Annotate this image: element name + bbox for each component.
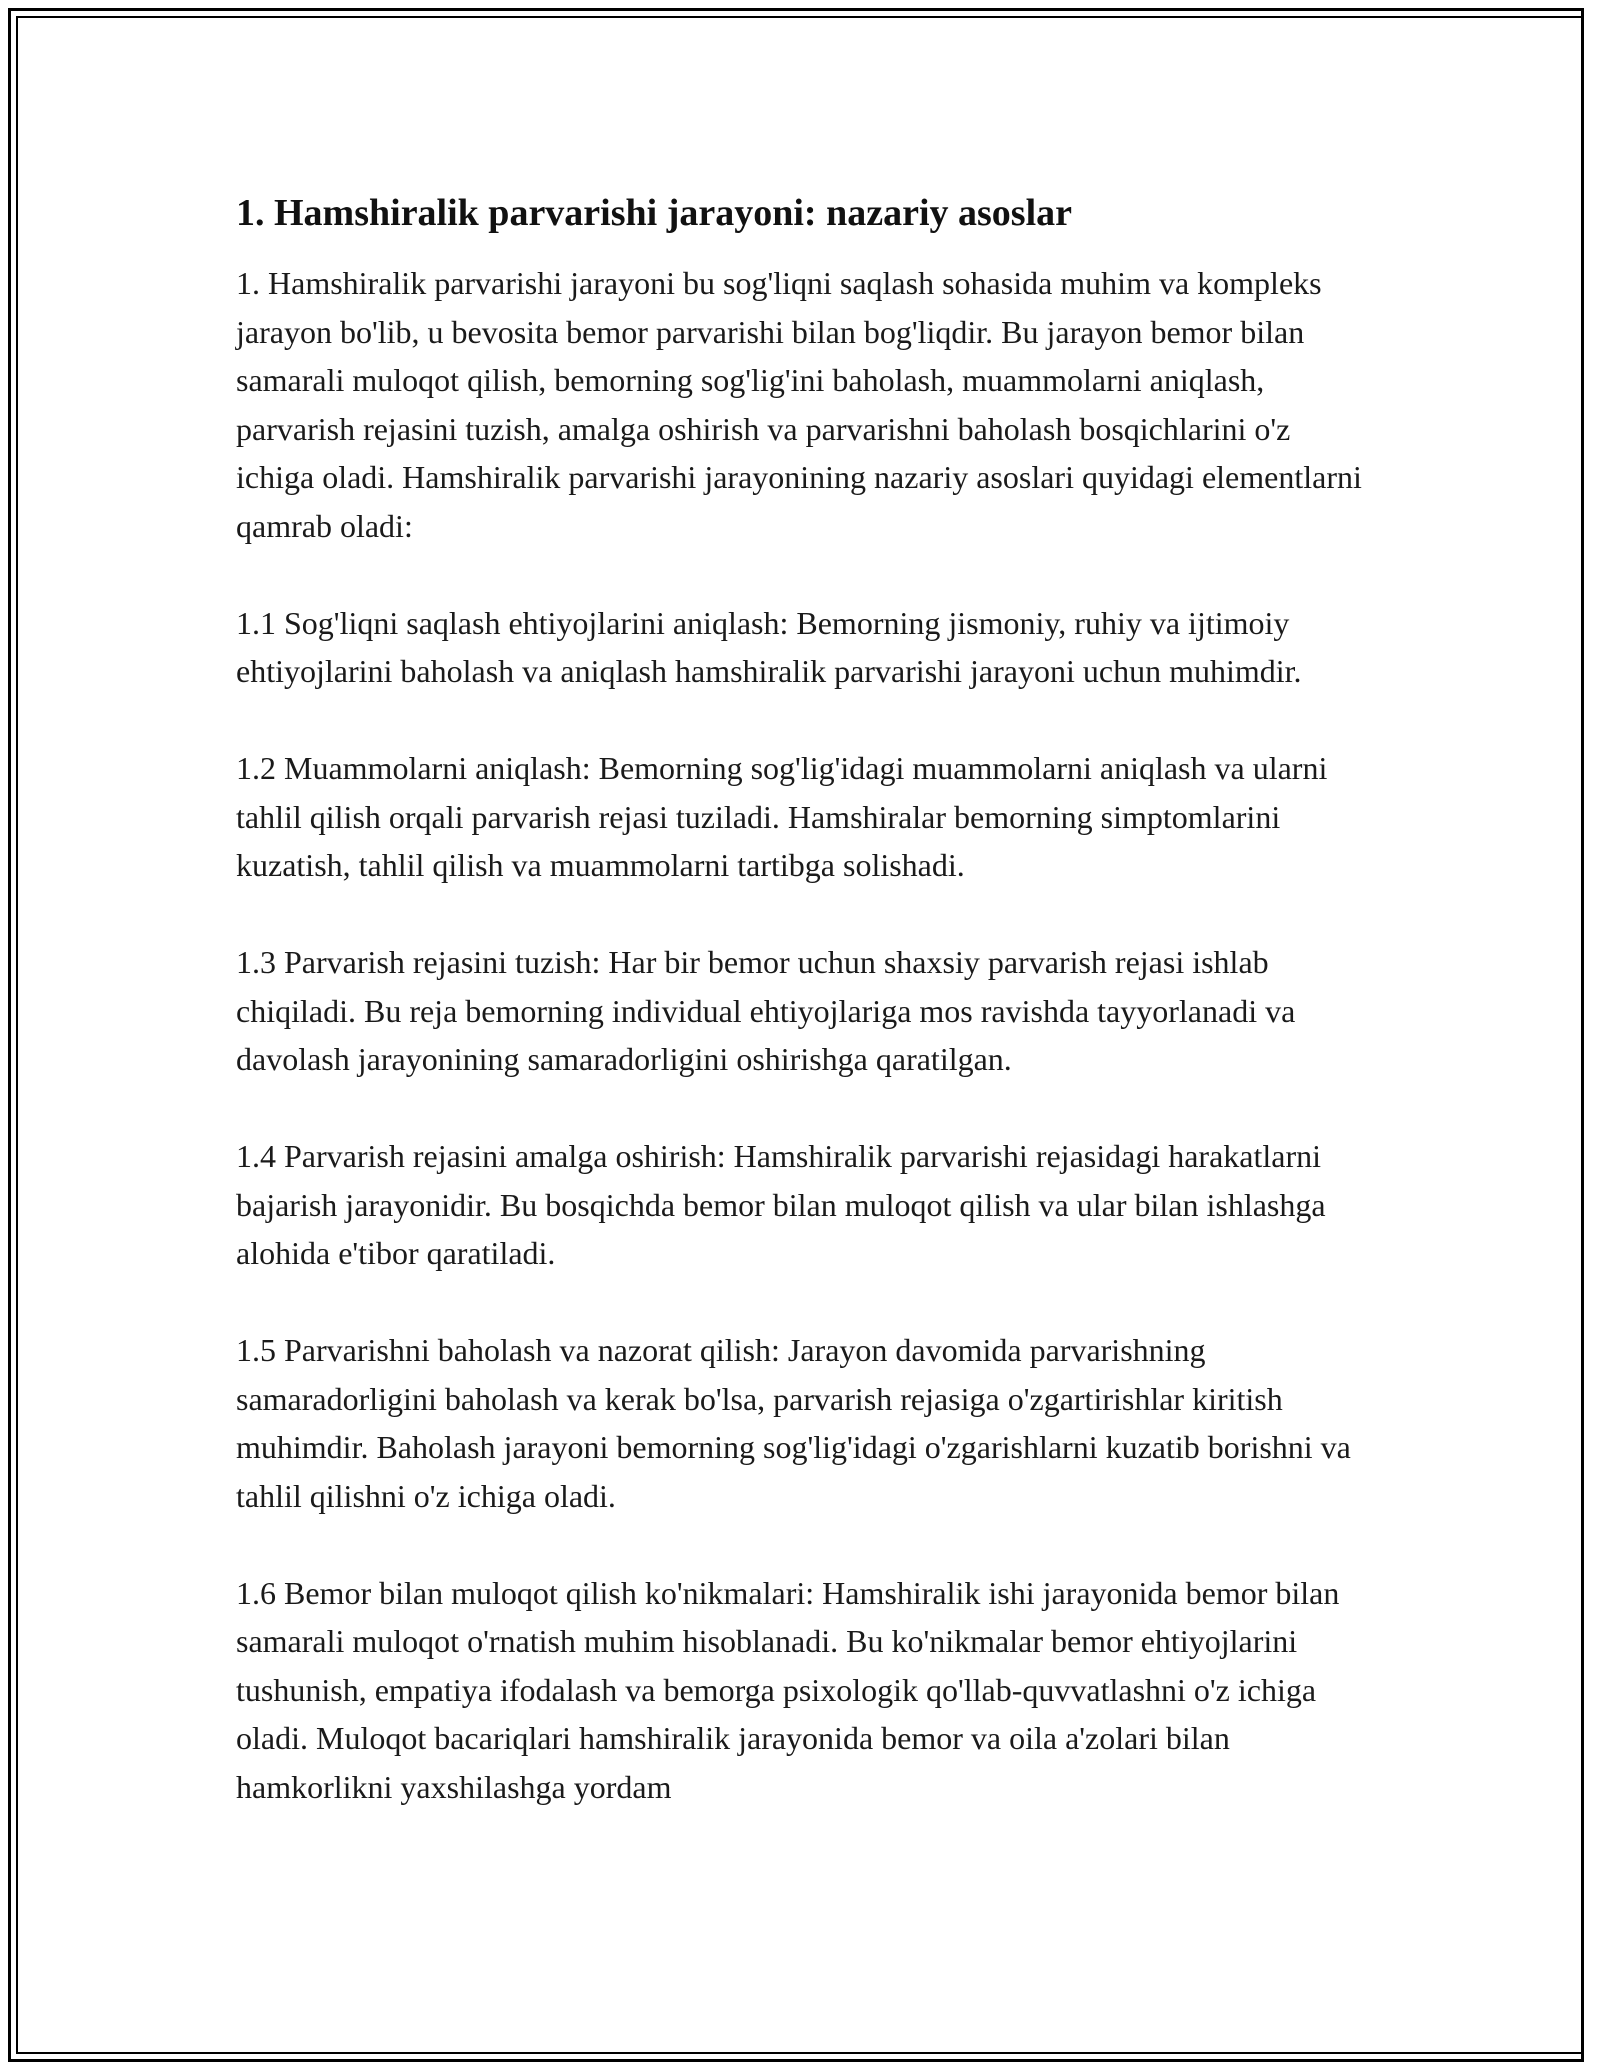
- section-heading: 1. Hamshiralik parvarishi jarayoni: nazariy asoslar: [236, 192, 1072, 234]
- paragraph-1-5: 1.5 Parvarishni baholash va nazorat qilish: Jarayon davomida parvarishning samaradorligini baholash va kerak bo'lsa, parvarish rejasiga o'zgartirishlar kiritish muhimdir. Baholash jarayoni bemorning sog'lig'idagi o'zgarishlarni kuzatib borishni va tahlil qilishni o'z ichiga oladi.: [236, 1332, 1351, 1514]
- paragraph-1-1: 1.1 Sog'liqni saqlash ehtiyojlarini aniqlash: Bemorning jismoniy, ruhiy va ijtimoiy ehtiyojlarini baholash va aniqlash hamshiralik parvarishi jarayoni uchun muhimdir.: [236, 604, 1302, 689]
- paragraph-intro: 1. Hamshiralik parvarishi jarayoni bu sog'liqni saqlash sohasida muhim va kompleks jarayon bo'lib, u bevosita bemor parvarishi bilan bog'liqdir. Bu jarayon bemor bilan samarali muloqot qilish, bemorning sog'lig'ini baholash, muammolarni aniqlash, parvarish rejasini tuzish, amalga oshirish va parvarishni baholash bosqichlarini o'z ichiga oladi. Hamshiralik parvarishi jarayonining nazariy asoslari quyidagi elementlarni qamrab oladi:: [236, 265, 1362, 544]
- document-body: [236, 185, 1366, 1860]
- paragraph-1-6: 1.6 Bemor bilan muloqot qilish ko'nikmalari: Hamshiralik ishi jarayonida bemor bilan samarali muloqot o'rnatish muhim hisoblanadi. Bu ko'nikmalar bemor ehtiyojlarini tushunish, empatiya ifodalash va bemorga psixologik qo'llab-quvvatlashni o'z ichiga oladi. Muloqot bacariqlari hamshiralik jarayonida bemor va oila a'zolari bilan hamkorlikni yaxshilashga yordam: [236, 1574, 1340, 1805]
- paragraph-1-3: 1.3 Parvarish rejasini tuzish: Har bir bemor uchun shaxsiy parvarish rejasi ishlab chiqiladi. Bu reja bemorning individual ehtiyojlariga mos ravishda tayyorlanadi va davolash jarayonining samaradorligini oshirishga qaratilgan.: [236, 944, 1296, 1077]
- paragraph-1-4: 1.4 Parvarish rejasini amalga oshirish: Hamshiralik parvarishi rejasidagi harakatlarni bajarish jarayonidir. Bu bosqichda bemor bilan muloqot qilish va ular bilan ishlashga alohida e'tibor qaratiladi.: [236, 1138, 1326, 1271]
- paragraph-1-2: 1.2 Muammolarni aniqlash: Bemorning sog'lig'idagi muammolarni aniqlash va ularni tahlil qilish orqali parvarish rejasi tuziladi. Hamshiralar bemorning simptomlarini kuzatish, tahlil qilish va muammolarni tartibga solishadi.: [236, 750, 1328, 883]
